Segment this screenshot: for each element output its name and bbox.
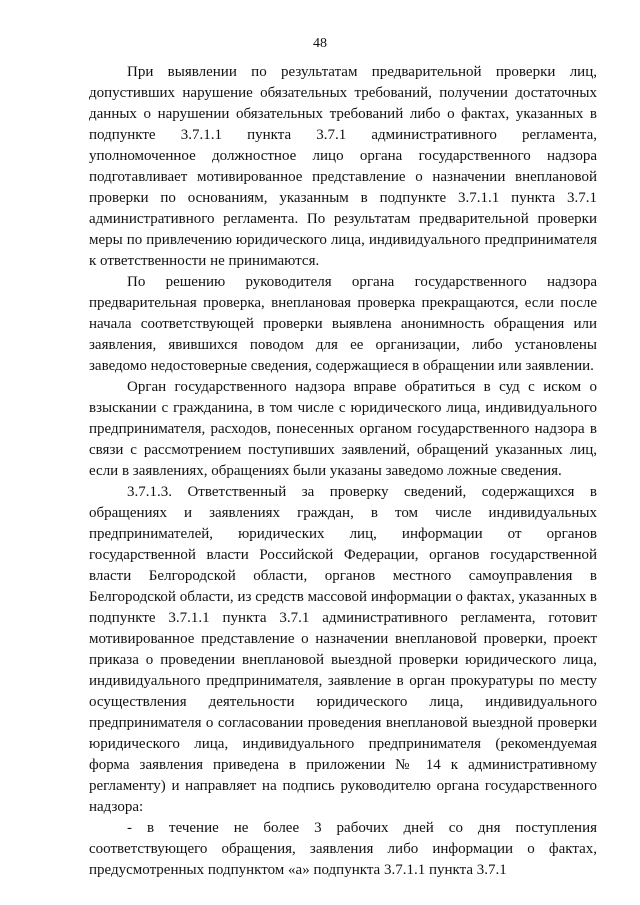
paragraph-preliminary-check-results: При выявлении по результатам предварительной проверки лиц, допустивших нарушение обязательных требований, получении достаточных данных о нарушении обязательных требований либо о фактах, указанных в подпункте 3.7.1.1 пункта 3.7.1 административного регламента, уполномоченное должностное лицо органа государственного надзора подготавливает мотивированное представление о назначении внеплановой проверки по основаниям, указанным в подпункте 3.7.1.1 пункта 3.7.1 административного регламента. По результатам предварительной проверки меры по привлечению юридического лица, индивидуального предпринимателя к ответственности не принимаются. xyxy=(89,64,597,269)
page-number: 48 xyxy=(313,36,327,51)
document-body xyxy=(89,62,597,881)
paragraph-check-termination: По решению руководителя органа государственного надзора предварительная проверка, внеплановая проверка прекращаются, если после начала соответствующей проверки выявлена анонимность обращения или заявления, явившихся поводом для ее организации, либо установлены заведомо недостоверные сведения, содержащиеся в обращении или заявлении. xyxy=(89,274,597,374)
paragraph-court-claim: Орган государственного надзора вправе обратиться в суд с иском о взыскании с гражданина, в том числе с юридического лица, индивидуального предпринимателя, расходов, понесенных органом государственного надзора в связи с рассмотрением поступивших заявлений, обращений указанных лиц, если в заявлениях, обращениях были указаны заведомо ложные сведения. xyxy=(89,379,597,479)
paragraph-list-item-deadline: - в течение не более 3 рабочих дней со дня поступления соответствующего обращения, заявления либо информации о фактах, предусмотренных подпунктом «а» подпункта 3.7.1.1 пункта 3.7.1 xyxy=(89,820,597,878)
paragraph-section-3-7-1-3: 3.7.1.3. Ответственный за проверку сведений, содержащихся в обращениях и заявлениях граждан, в том числе индивидуальных предпринимателей, юридических лиц, информации от органов государственной власти Российской Федерации, органов государственной власти Белгородской области, органов местного самоуправления в Белгородской области, из средств массовой информации о фактах, указанных в подпункте 3.7.1.1 пункта 3.7.1 административного регламента, готовит мотивированное представление о назначении внеплановой проверки, проект приказа о проведении внеплановой выездной проверки юридического лица, индивидуального предпринимателя, заявление в орган прокуратуры по месту осуществления деятельности юридического лица, индивидуального предпринимателя о согласовании проведения внеплановой выездной проверки юридического лица, индивидуального предпринимателя (рекомендуемая форма заявления приведена в приложении № 14 к административному регламенту) и направляет на подпись руководителю органа государственного надзора: xyxy=(89,484,597,815)
